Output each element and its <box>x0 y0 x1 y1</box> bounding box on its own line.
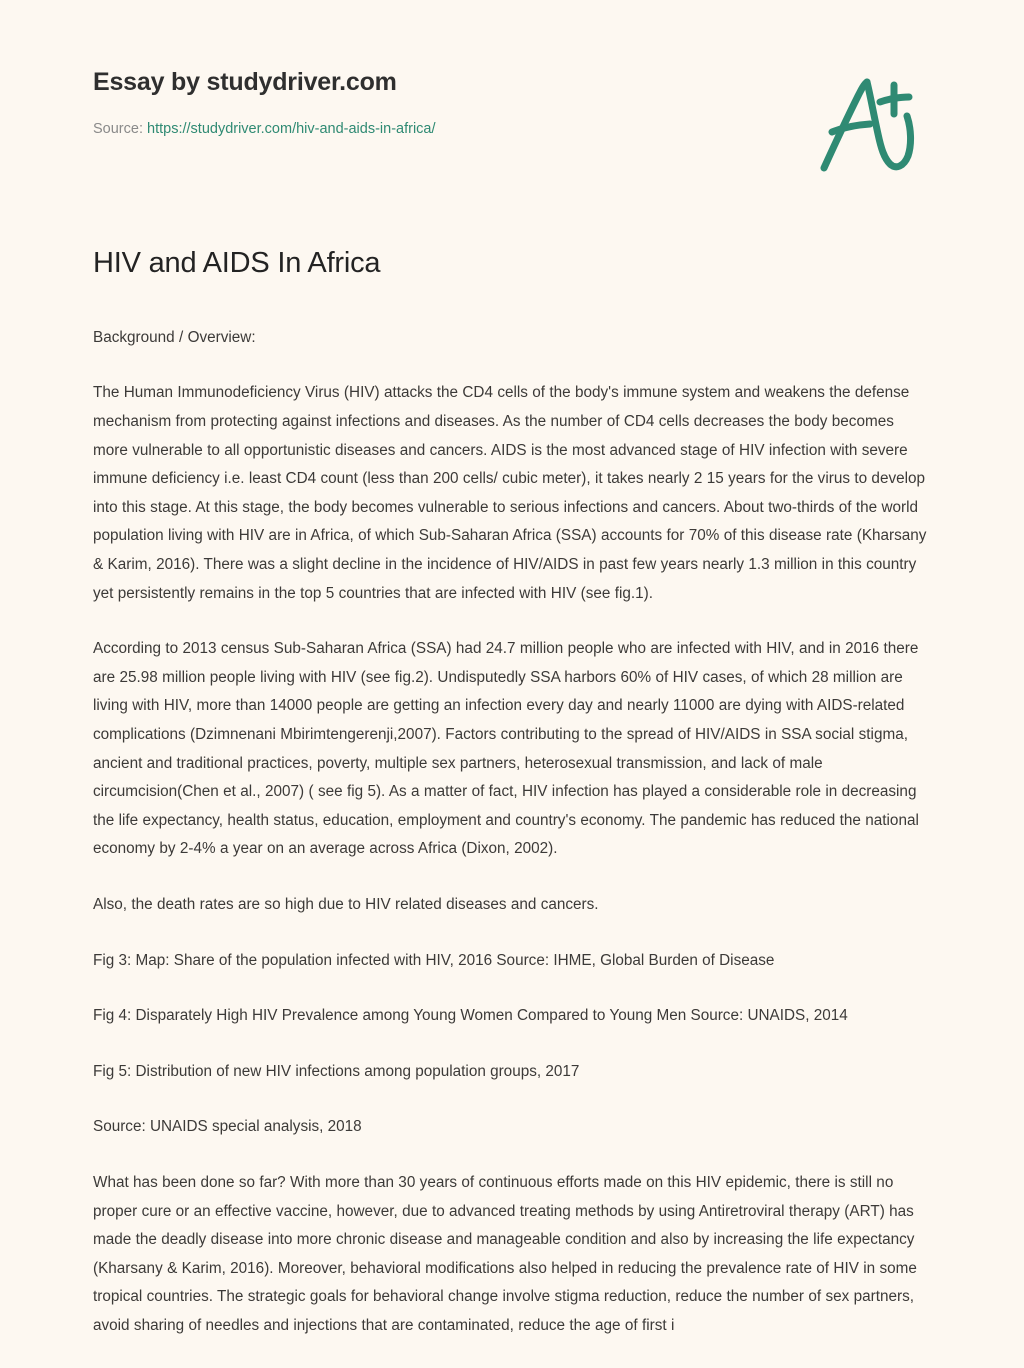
document-header <box>0 0 1024 200</box>
page-title: Essay by studydriver.com <box>93 68 397 96</box>
studydriver-logo-icon <box>812 72 924 176</box>
source-url-link[interactable]: https://studydriver.com/hiv-and-aids-in-africa/ <box>147 121 436 137</box>
paragraph-statistics: According to 2013 census Sub-Saharan Africa (SSA) had 24.7 million people who are infected with HIV, and in 2016 there are 25.98 million people living with HIV (see fig.2). Undisputedly SSA harbors 60% of HIV cases, of which 28 million are living with HIV, more than 14000 people are getting an infection every day and nearly 11000 are dying with AIDS-related complications (Dzimnenani Mbirimtengerenji,2007). Factors contributing to the spread of HIV/AIDS in SSA social stigma, ancient and traditional practices, poverty, multiple sex partners, heterosexual transmission, and lack of male circumcision(Chen et al., 2007) ( see fig 5). As a matter of fact, HIV infection has played a considerable role in decreasing the life expectancy, health status, education, employment and country's economy. The pandemic has reduced the national economy by 2-4% a year on an average across Africa (Dixon, 2002). <box>93 640 919 858</box>
source-label: Source: <box>93 121 143 137</box>
figure-caption-3: Fig 3: Map: Share of the population infected with HIV, 2016 Source: IHME, Global Burden of Disease <box>93 951 775 969</box>
paragraph-death-rates: Also, the death rates are so high due to HIV related diseases and cancers. <box>93 895 599 913</box>
figure-source-note: Source: UNAIDS special analysis, 2018 <box>93 1118 362 1136</box>
section-heading-background: Background / Overview: <box>93 328 256 346</box>
source-line <box>93 122 436 137</box>
figure-caption-5: Fig 5: Distribution of new HIV infections among population groups, 2017 <box>93 1062 580 1080</box>
article-body <box>93 248 933 1368</box>
paragraph-what-has-been-done: What has been done so far? With more than 30 years of continuous efforts made on this HIV epidemic, there is still no proper cure or an effective vaccine, however, due to advanced treating methods by using Antiretroviral therapy (ART) has made the deadly disease into more chronic disease and manageable condition and also by increasing the life expectancy (Kharsany & Karim, 2016). Moreover, behavioral modifications also helped in reducing the prevalence rate of HIV in some tropical countries. The strategic goals for behavioral change involve stigma reduction, reduce the number of sex partners, avoid sharing of needles and injections that are contaminated, reduce the age of first i <box>93 1173 917 1334</box>
paragraph-overview: The Human Immunodeficiency Virus (HIV) attacks the CD4 cells of the body's immune system and weakens the defense mechanism from protecting against infections and diseases. As the number of CD4 cells decreases the body becomes more vulnerable to all opportunistic diseases and cancers. AIDS is the most advanced stage of HIV infection with severe immune deficiency i.e. least CD4 count (less than 200 cells/ cubic meter), it takes nearly 2 15 years for the virus to develop into this stage. At this stage, the body becomes vulnerable to serious infections and cancers. About two-thirds of the world population living with HIV are in Africa, of which Sub-Saharan Africa (SSA) accounts for 70% of this disease rate (Kharsany & Karim, 2016). There was a slight decline in the incidence of HIV/AIDS in past few years nearly 1.3 million in this country yet persistently remains in the top 5 countries that are infected with HIV (see fig.1). <box>93 384 927 602</box>
figure-caption-4: Fig 4: Disparately High HIV Prevalence among Young Women Compared to Young Men Source: UNAIDS, 2014 <box>93 1007 848 1025</box>
article-title: HIV and AIDS In Africa <box>93 247 381 279</box>
